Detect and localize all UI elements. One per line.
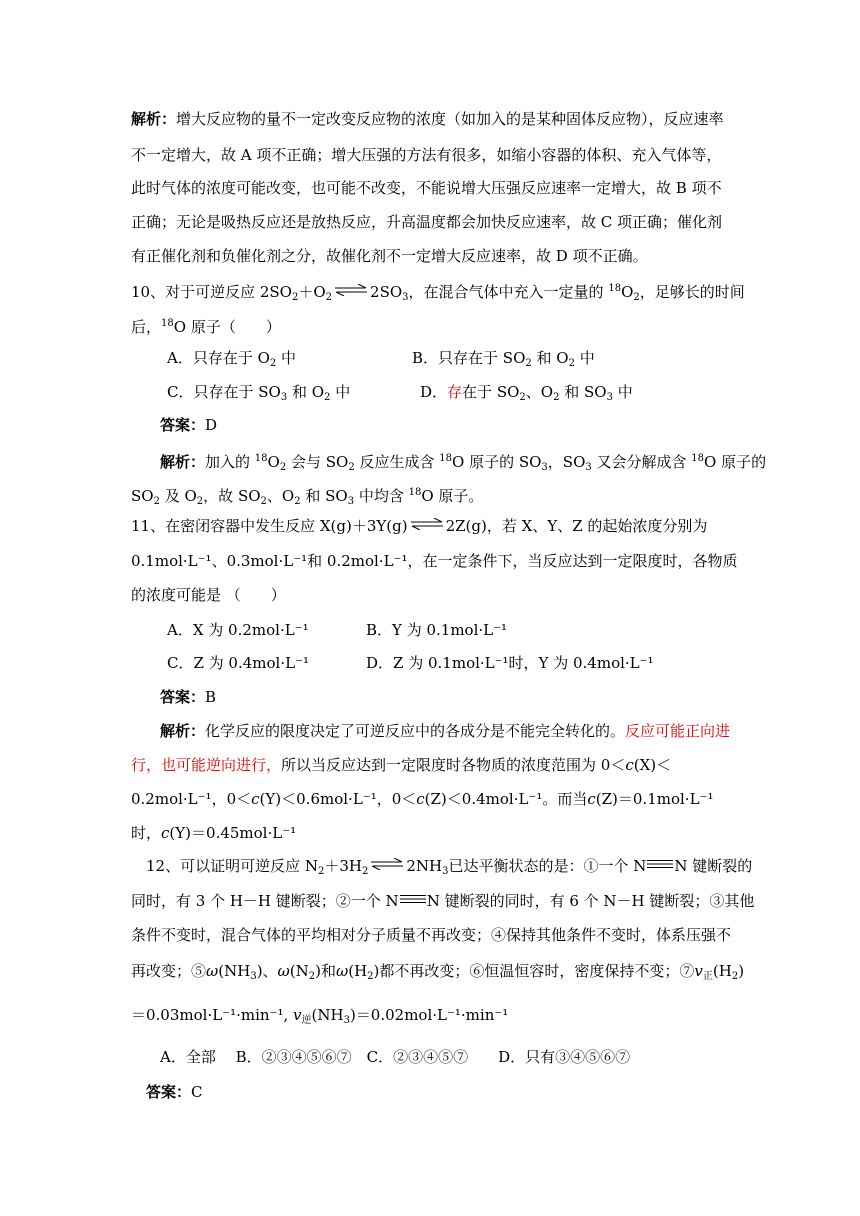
- q10-stem-line1: 10、对于可逆反应 $2SO_2+O_2$ $2SO_3$，在混合气体中充入一定量的 $^{18}O_2$，足够长的时间: [131, 283, 745, 303]
- q10-option-b: B．只存在于 $SO_2$ 和 $O_2$ 中: [412, 349, 595, 369]
- triple-bond-icon: [400, 894, 426, 904]
- q12-stem-line5: ＝0.03mol·L⁻¹·min⁻¹, $v_逆(NH_3)=0.02mol\cdot L^{-1}\cdot\min^{-1}$: [131, 1006, 509, 1026]
- q10-stem-line2: 后，$^{18}$O 原子（ ）: [131, 318, 281, 336]
- q12-stem-line2: 同时，有 3 个 H－H 键断裂；②一个 N N 键断裂的同时，有 6 个 N－H 键断裂；③其他: [131, 892, 755, 910]
- explain9-line5: 有正催化剂和负催化剂之分，故催化剂不一定增大反应速率，故 D 项不正确。: [131, 247, 648, 265]
- q10-answer: 答案：D: [160, 416, 218, 434]
- q10-option-c: C．只存在于 $SO_3$ 和 $O_2$ 中: [167, 383, 351, 403]
- q11-stem-line1: 11、在密闭容器中发生反应 X(g)＋3Y(g) 2Z(g)，若 X、Y、Z 的起始浓度分别为: [131, 517, 708, 535]
- triple-bond-icon: [647, 859, 673, 869]
- explain9-line3: 此时气体的浓度可能改变，也可能不改变，不能说增大压强反应速率一定增大，故 B 项不: [131, 179, 722, 197]
- q12-stem-line1: 12、可以证明可逆反应 $N_2+3H_2$ $2NH_3$已达平衡状态的是：①一个 N N 键断裂的: [146, 857, 753, 877]
- q11-explain-line1: 解析：化学反应的限度决定了可逆反应中的各成分是不能完全转化的。反应可能正向进: [160, 722, 731, 740]
- equilibrium-arrow-icon: [370, 858, 404, 870]
- q11-explain-line4: 时，c(Y)＝0.45mol·L⁻¹: [131, 824, 297, 842]
- q10-explain-line2: $SO_2$ 及 $O_2$，故 $SO_2$、$O_2$ 和 $SO_3$ 中均含 $^{18}$O 原子。: [131, 487, 484, 507]
- q11-stem-line3: 的浓度可能是 （ ）: [131, 586, 286, 604]
- q12-answer: 答案：C: [146, 1083, 203, 1101]
- equilibrium-arrow-icon: [334, 284, 368, 296]
- q11-option-c: C．Z 为 0.4mol·L⁻¹: [167, 654, 310, 672]
- q12-stem-line4: 再改变；$⑤\omega(NH_3)$、$\omega(N_2)$和$\omega(H_2)$都不再改变；⑥恒温恒容时，密度保持不变；$⑦v_正(H_2)$: [131, 962, 745, 982]
- q10-option-d: D．存在于 $SO_2$、$O_2$ 和 $SO_3$ 中: [420, 383, 633, 403]
- q11-option-d: D．Z 为 0.1mol·L⁻¹时，Y 为 0.4mol·L⁻¹: [366, 654, 654, 672]
- q12-options: A．全部 B．②③④⑤⑥⑦ C．②③④⑤⑦ D．只有③④⑤⑥⑦: [160, 1048, 631, 1066]
- q11-option-b: B．Y 为 0.1mol·L⁻¹: [366, 621, 508, 639]
- explain9-line2: 不一定增大，故 A 项不正确；增大压强的方法有很多，如缩小容器的体积、充入气体等，: [131, 146, 722, 164]
- explain9-line1: 解析：增大反应物的量不一定改变反应物的浓度（如加入的是某种固体反应物），反应速率: [131, 110, 724, 128]
- q10-option-a: A．只存在于 $O_2$ 中: [167, 349, 297, 369]
- equilibrium-arrow-icon: [410, 518, 444, 530]
- explain9-line4: 正确；无论是吸热反应还是放热反应，升高温度都会加快反应速率，故 C 项正确；催化剂: [131, 213, 723, 231]
- q11-explain-line2: 行，也可能逆向进行，所以当反应达到一定限度时各物质的浓度范围为 0＜c(X)＜: [131, 756, 672, 774]
- q12-stem-line3: 条件不变时，混合气体的平均相对分子质量不再改变；④保持其他条件不变时，体系压强不: [131, 926, 732, 944]
- q11-option-a: A．X 为 0.2mol·L⁻¹: [167, 621, 309, 639]
- q10-explain-line1: 解析：加入的 $^{18}O_2$ 会与 $SO_2$ 反应生成含 $^{18}$O 原子的 $SO_3$，$SO_3$ 又会分解成含 $^{18}$O 原子的: [160, 453, 767, 473]
- q11-stem-line2: 0.1mol·L⁻¹、0.3mol·L⁻¹和 0.2mol·L⁻¹，在一定条件下，当反应达到一定限度时，各物质: [131, 552, 738, 570]
- q11-answer: 答案：B: [160, 688, 217, 706]
- q11-explain-line3: 0.2mol·L⁻¹，0＜c(Y)＜0.6mol·L⁻¹，0＜c(Z)＜0.4mol·L⁻¹。而当c(Z)＝0.1mol·L⁻¹: [131, 790, 714, 808]
